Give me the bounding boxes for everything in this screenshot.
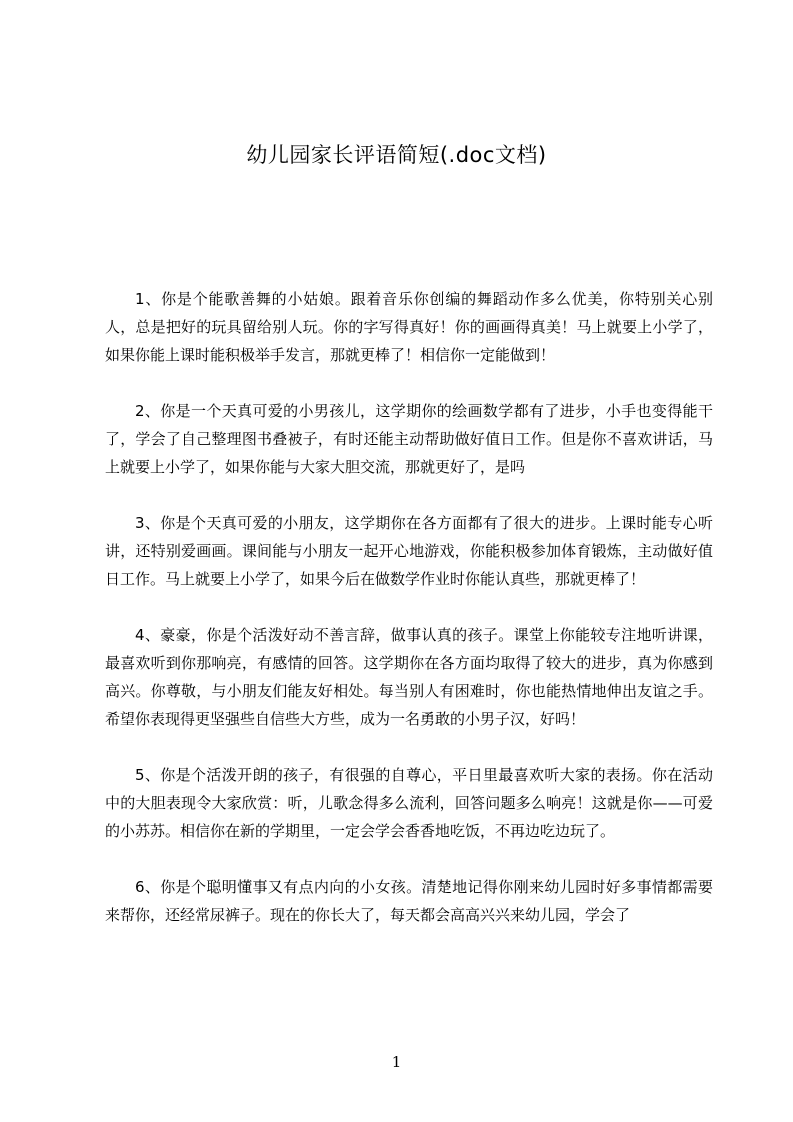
paragraph-4: 4、豪豪，你是个活泼好动不善言辞，做事认真的孩子。课堂上你能较专注地听讲课，最喜欢听到你那响亮，有感情的回答。这学期你在各方面均取得了较大的进步，真为你感到高兴。你尊敬，与小朋友们能友好相处。每当别人有困难时，你也能热情地伸出友谊之手。希望你表现得更坚强些自信些大方些，成为一名勇敢的小男子汉，好吗！ [105,626,713,728]
document-body [105,285,713,957]
page-number: 1 [391,1053,402,1071]
paragraph-3: 3、你是个天真可爱的小朋友，这学期你在各方面都有了很大的进步。上课时能专心听讲，还特别爱画画。课间能与小朋友一起开心地游戏，你能积极参加体育锻炼，主动做好值日工作。马上就要上小学了，如果今后在做数学作业时你能认真些，那就更棒了！ [105,514,713,588]
document-title: 幼儿园家长评语简短(.doc文档) [246,143,547,167]
paragraph-2: 2、你是一个天真可爱的小男孩儿，这学期你的绘画数学都有了进步，小手也变得能干了，学会了自己整理图书叠被子，有时还能主动帮助做好值日工作。但是你不喜欢讲话，马上就要上小学了，如果你能与大家大胆交流，那就更好了，是吗 [105,402,713,476]
paragraph-5: 5、你是个活泼开朗的孩子，有很强的自尊心，平日里最喜欢听大家的表扬。你在活动中的大胆表现令大家欣赏：听，儿歌念得多么流利，回答问题多么响亮！这就是你——可爱的小苏苏。相信你在新的学期里，一定会学会香香地吃饭，不再边吃边玩了。 [105,766,713,840]
paragraph-1: 1、你是个能歌善舞的小姑娘。跟着音乐你创编的舞蹈动作多么优美，你特别关心别人，总是把好的玩具留给别人玩。你的字写得真好！你的画画得真美！马上就要上小学了，如果你能上课时能积极举手发言，那就更棒了！相信你一定能做到！ [105,290,713,364]
paragraph-6: 6、你是个聪明懂事又有点内向的小女孩。清楚地记得你刚来幼儿园时好多事情都需要来帮你，还经常尿裤子。现在的你长大了，每天都会高高兴兴来幼儿园，学会了 [105,878,713,924]
